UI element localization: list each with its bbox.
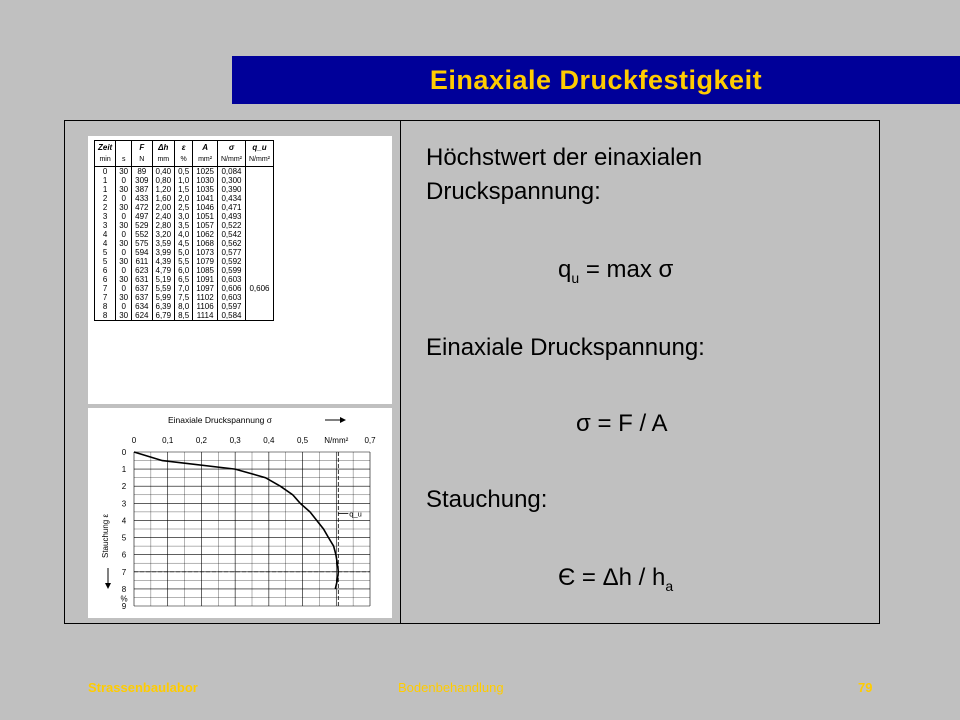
y-axis-arrow-head bbox=[105, 583, 111, 589]
footer-page-number: 79 bbox=[858, 680, 873, 695]
table-cell: 1035 bbox=[193, 185, 218, 194]
table-unit-cell: min bbox=[95, 153, 116, 167]
table-cell bbox=[246, 221, 274, 230]
table-row bbox=[95, 176, 274, 185]
table-cell: 2,80 bbox=[152, 221, 175, 230]
table-cell: 1073 bbox=[193, 248, 218, 257]
table-cell: 5,5 bbox=[175, 257, 193, 266]
table-cell: 2 bbox=[95, 203, 116, 212]
table-cell: 0,603 bbox=[218, 275, 246, 284]
table-cell: 0 bbox=[95, 167, 116, 177]
x-tick-label: 0,5 bbox=[297, 436, 309, 445]
table-row bbox=[95, 239, 274, 248]
table-cell: 6 bbox=[95, 275, 116, 284]
table-cell: 5,99 bbox=[152, 293, 175, 302]
table-cell: 30 bbox=[116, 203, 132, 212]
table-cell: 0,5 bbox=[175, 167, 193, 177]
table-cell: 8,0 bbox=[175, 302, 193, 311]
table-cell bbox=[246, 239, 274, 248]
table-cell: 2,0 bbox=[175, 194, 193, 203]
table-unit-cell: N/mm² bbox=[246, 153, 274, 167]
table-cell: 624 bbox=[132, 311, 152, 321]
table-cell: 1 bbox=[95, 185, 116, 194]
table-cell: 30 bbox=[116, 311, 132, 321]
table-row bbox=[95, 284, 274, 293]
table-row bbox=[95, 194, 274, 203]
table-cell: 5,59 bbox=[152, 284, 175, 293]
table-cell: 387 bbox=[132, 185, 152, 194]
measurement-table bbox=[94, 140, 274, 321]
table-cell bbox=[246, 176, 274, 185]
table-cell: 1025 bbox=[193, 167, 218, 177]
table-cell: 0 bbox=[116, 176, 132, 185]
table-cell: 30 bbox=[116, 275, 132, 284]
formula-strain-main: Є = Δh / h bbox=[558, 564, 666, 591]
y-tick-label: 8 bbox=[121, 584, 127, 594]
table-cell: 1102 bbox=[193, 293, 218, 302]
table-cell: 0,522 bbox=[218, 221, 246, 230]
stress-heading: Einaxiale Druckspannung: bbox=[426, 334, 705, 361]
table-row bbox=[95, 275, 274, 284]
table-header-cell: F bbox=[132, 141, 152, 154]
y-tick-label: 7 bbox=[121, 567, 127, 577]
table-cell: 1,5 bbox=[175, 185, 193, 194]
table-cell: 611 bbox=[132, 257, 152, 266]
y-tick-label: 1 bbox=[121, 465, 127, 475]
table-header-cell: σ bbox=[218, 141, 246, 154]
frame-divider bbox=[400, 120, 401, 624]
table-cell: 1030 bbox=[193, 176, 218, 185]
table-row bbox=[95, 311, 274, 321]
table-cell: 1085 bbox=[193, 266, 218, 275]
formula-qu-subscript: u bbox=[571, 270, 580, 286]
table-cell bbox=[246, 212, 274, 221]
table-row bbox=[95, 248, 274, 257]
table-unit-cell: N bbox=[132, 153, 152, 167]
table-cell bbox=[246, 266, 274, 275]
table-cell: 6,39 bbox=[152, 302, 175, 311]
table-cell bbox=[246, 275, 274, 284]
table-cell: 309 bbox=[132, 176, 152, 185]
max-stress-heading-line2: Druckspannung: bbox=[426, 178, 601, 205]
table-cell: 30 bbox=[116, 293, 132, 302]
table-cell: 0,300 bbox=[218, 176, 246, 185]
table-header-cell: Δh bbox=[152, 141, 175, 154]
table-cell: 30 bbox=[116, 221, 132, 230]
table-cell bbox=[246, 203, 274, 212]
table-cell: 5 bbox=[95, 248, 116, 257]
table-cell: 0,592 bbox=[218, 257, 246, 266]
table-cell: 0 bbox=[116, 194, 132, 203]
table-row bbox=[95, 221, 274, 230]
table-cell: 0,80 bbox=[152, 176, 175, 185]
y-unit-label: % bbox=[120, 594, 128, 604]
table-cell: 1091 bbox=[193, 275, 218, 284]
formula-strain-subscript: a bbox=[665, 578, 674, 594]
table-cell: 0,606 bbox=[246, 284, 274, 293]
x-tick-label: 0,2 bbox=[195, 436, 207, 445]
table-header-cell: A bbox=[193, 141, 218, 154]
table-cell: 552 bbox=[132, 230, 152, 239]
y-tick-label: 6 bbox=[121, 550, 127, 560]
table-cell bbox=[246, 311, 274, 321]
table-cell: 3,0 bbox=[175, 212, 193, 221]
table-cell: 1,20 bbox=[152, 185, 175, 194]
y-tick-label: 5 bbox=[121, 533, 127, 543]
table-cell: 1,0 bbox=[175, 176, 193, 185]
table-cell: 529 bbox=[132, 221, 152, 230]
strain-heading: Stauchung: bbox=[426, 486, 548, 513]
table-cell: 0,434 bbox=[218, 194, 246, 203]
table-cell: 1114 bbox=[193, 311, 218, 321]
slide-title: Einaxiale Druckfestigkeit bbox=[429, 65, 763, 95]
table-cell: 8 bbox=[95, 311, 116, 321]
table-cell: 7 bbox=[95, 293, 116, 302]
table-cell: 0,493 bbox=[218, 212, 246, 221]
table-header-cell: q_u bbox=[246, 141, 274, 154]
table-cell: 433 bbox=[132, 194, 152, 203]
table-cell bbox=[246, 302, 274, 311]
table-cell: 0,597 bbox=[218, 302, 246, 311]
table-cell: 0,606 bbox=[218, 284, 246, 293]
table-unit-cell: mm² bbox=[193, 153, 218, 167]
table-cell: 1079 bbox=[193, 257, 218, 266]
title-bar bbox=[232, 56, 960, 104]
table-unit-cell: s bbox=[116, 153, 132, 167]
table-cell: 7,0 bbox=[175, 284, 193, 293]
y-tick-label: 0 bbox=[121, 448, 127, 457]
table-cell: 5,0 bbox=[175, 248, 193, 257]
table-cell: 4 bbox=[95, 230, 116, 239]
table-cell: 2 bbox=[95, 194, 116, 203]
y-axis-label: Stauchung ε bbox=[101, 513, 110, 559]
table-cell: 0 bbox=[116, 230, 132, 239]
formula-strain bbox=[558, 564, 673, 592]
table-cell: 0,084 bbox=[218, 167, 246, 177]
table-cell: 1057 bbox=[193, 221, 218, 230]
table-header-cell: Zeit bbox=[95, 141, 116, 154]
table-cell: 8 bbox=[95, 302, 116, 311]
table-cell: 0,562 bbox=[218, 239, 246, 248]
table-cell: 1 bbox=[95, 176, 116, 185]
table-cell: 89 bbox=[132, 167, 152, 177]
table-cell: 7,5 bbox=[175, 293, 193, 302]
table-cell: 4,0 bbox=[175, 230, 193, 239]
table-cell: 634 bbox=[132, 302, 152, 311]
table-cell: 1041 bbox=[193, 194, 218, 203]
table-cell: 0,577 bbox=[218, 248, 246, 257]
table-cell: 1,60 bbox=[152, 194, 175, 203]
table-cell: 3 bbox=[95, 212, 116, 221]
table-unit-cell: mm bbox=[152, 153, 175, 167]
table-cell: 1062 bbox=[193, 230, 218, 239]
max-stress-heading-line1: Höchstwert der einaxialen bbox=[426, 144, 703, 171]
x-tick-label: 0,3 bbox=[229, 436, 241, 445]
table-cell: 0 bbox=[116, 266, 132, 275]
table-cell: 30 bbox=[116, 257, 132, 266]
table-cell: 30 bbox=[116, 185, 132, 194]
table-cell: 3,59 bbox=[152, 239, 175, 248]
table-row bbox=[95, 266, 274, 275]
table-cell: 637 bbox=[132, 293, 152, 302]
table-cell: 4,39 bbox=[152, 257, 175, 266]
table-cell: 5,19 bbox=[152, 275, 175, 284]
footer-topic: Bodenbehandlung bbox=[398, 680, 504, 695]
table-cell: 1068 bbox=[193, 239, 218, 248]
table-cell: 2,00 bbox=[152, 203, 175, 212]
table-cell: 30 bbox=[116, 239, 132, 248]
qu-label: q_u bbox=[349, 509, 362, 519]
formula-stress: σ = F / A bbox=[576, 410, 668, 437]
table-cell: 4 bbox=[95, 239, 116, 248]
title-arrow-head bbox=[340, 417, 346, 423]
table-cell bbox=[246, 293, 274, 302]
formula-qu bbox=[558, 256, 673, 284]
footer-lab-name: Strassenbaulabor bbox=[88, 680, 198, 695]
table-cell: 6,5 bbox=[175, 275, 193, 284]
table-row bbox=[95, 167, 274, 177]
table-cell: 6 bbox=[95, 266, 116, 275]
table-cell: 6,0 bbox=[175, 266, 193, 275]
x-tick-label: 0,1 bbox=[162, 436, 174, 445]
table-row bbox=[95, 185, 274, 194]
table-cell: 3 bbox=[95, 221, 116, 230]
table-cell: 0,40 bbox=[152, 167, 175, 177]
table-unit-cell: % bbox=[175, 153, 193, 167]
table-cell: 0,390 bbox=[218, 185, 246, 194]
table-cell: 0,542 bbox=[218, 230, 246, 239]
table-cell: 0 bbox=[116, 248, 132, 257]
table-cell: 0 bbox=[116, 302, 132, 311]
table-row bbox=[95, 212, 274, 221]
table-cell: 8,5 bbox=[175, 311, 193, 321]
table-cell: 6,79 bbox=[152, 311, 175, 321]
table-cell: 7 bbox=[95, 284, 116, 293]
table-cell: 0,584 bbox=[218, 311, 246, 321]
x-tick-label: 0,4 bbox=[263, 436, 275, 445]
table-cell: 3,20 bbox=[152, 230, 175, 239]
table-cell: 0,599 bbox=[218, 266, 246, 275]
chart-svg bbox=[88, 408, 392, 618]
table-row bbox=[95, 230, 274, 239]
table-cell: 30 bbox=[116, 167, 132, 177]
table-cell bbox=[246, 194, 274, 203]
table-row bbox=[95, 203, 274, 212]
x-tick-label: N/mm² bbox=[324, 436, 349, 445]
table-cell: 631 bbox=[132, 275, 152, 284]
table-cell: 3,99 bbox=[152, 248, 175, 257]
table-row bbox=[95, 257, 274, 266]
measurement-table-image bbox=[88, 136, 392, 404]
table-unit-cell: N/mm² bbox=[218, 153, 246, 167]
stress-strain-chart bbox=[88, 408, 392, 618]
table-row bbox=[95, 293, 274, 302]
table-row bbox=[95, 302, 274, 311]
y-tick-label: 2 bbox=[121, 482, 127, 492]
table-cell bbox=[246, 257, 274, 266]
y-tick-label: 3 bbox=[121, 499, 127, 509]
table-cell bbox=[246, 230, 274, 239]
table-cell: 2,5 bbox=[175, 203, 193, 212]
table-cell: 1106 bbox=[193, 302, 218, 311]
table-cell bbox=[246, 167, 274, 177]
table-cell: 1097 bbox=[193, 284, 218, 293]
table-cell: 0 bbox=[116, 284, 132, 293]
table-cell bbox=[246, 248, 274, 257]
chart-title: Einaxiale Druckspannung σ bbox=[168, 415, 273, 425]
table-cell: 497 bbox=[132, 212, 152, 221]
table-cell: 5 bbox=[95, 257, 116, 266]
table-header-cell bbox=[116, 141, 132, 154]
y-tick-label: 9 bbox=[121, 602, 127, 611]
table-header-cell: ε bbox=[175, 141, 193, 154]
table-cell: 3,5 bbox=[175, 221, 193, 230]
x-tick-label: 0,7 bbox=[364, 436, 376, 445]
table-cell: 623 bbox=[132, 266, 152, 275]
table-cell: 472 bbox=[132, 203, 152, 212]
formula-qu-rest: = max σ bbox=[579, 256, 674, 283]
table-cell: 0,471 bbox=[218, 203, 246, 212]
table-cell: 2,40 bbox=[152, 212, 175, 221]
table-cell bbox=[246, 185, 274, 194]
table-cell: 0,603 bbox=[218, 293, 246, 302]
y-tick-label: 4 bbox=[121, 516, 127, 526]
table-cell: 575 bbox=[132, 239, 152, 248]
table-cell: 1046 bbox=[193, 203, 218, 212]
table-cell: 4,5 bbox=[175, 239, 193, 248]
formula-qu-symbol: q bbox=[558, 256, 572, 283]
table-cell: 637 bbox=[132, 284, 152, 293]
x-tick-label: 0 bbox=[131, 436, 137, 445]
table-cell: 1051 bbox=[193, 212, 218, 221]
table-cell: 4,79 bbox=[152, 266, 175, 275]
table-cell: 0 bbox=[116, 212, 132, 221]
table-cell: 594 bbox=[132, 248, 152, 257]
